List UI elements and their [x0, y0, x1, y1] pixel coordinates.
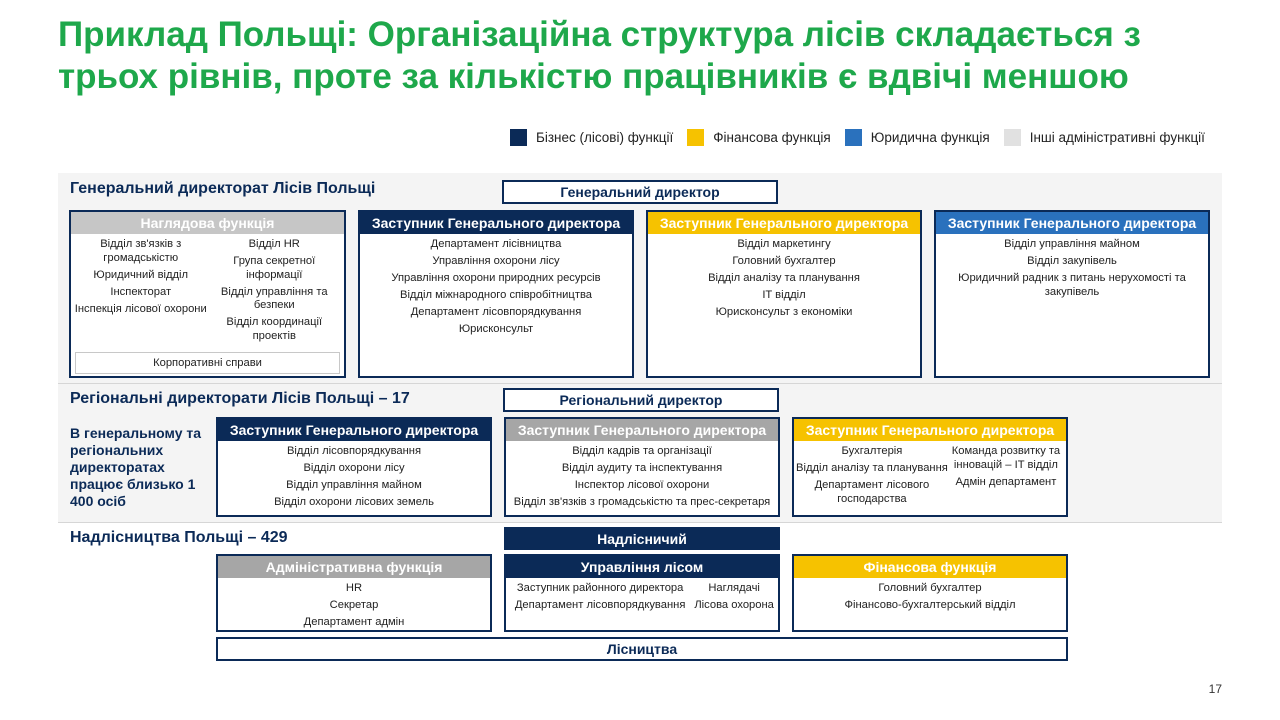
supervisory-function-box [69, 210, 346, 378]
box-header: Фінансова функція [794, 556, 1066, 578]
list-item: Головний бухгалтер [732, 254, 836, 267]
list-item: Департамент лісовпорядкування [410, 305, 582, 318]
general-director-box: Генеральний директор [502, 180, 778, 204]
list-item: Департамент лісового господарства [814, 478, 930, 505]
list-item: Юридичний радник з питань нерухомості та закупівель [958, 271, 1186, 298]
divider [58, 522, 1222, 523]
level2-label: Регіональні директорати Лісів Польщі – 17 [70, 390, 410, 407]
list-item: Відділ охорони лісових земель [274, 495, 434, 508]
list-item: Відділ міжнародного співробітництва [399, 288, 593, 301]
list-item: Відділ координації проектів [226, 316, 323, 342]
list-item: IT відділ [762, 288, 806, 301]
list-item: Юрисконсульт з економіки [715, 305, 853, 318]
list-item: Управління охорони лісу [432, 254, 560, 267]
list-item: Фінансово-бухгалтерський відділ [844, 598, 1016, 611]
list-item: Відділ зв'язків з громадськістю [100, 238, 182, 264]
list-item: Відділ аналізу та планування [796, 461, 948, 474]
list-item: HR [345, 582, 363, 594]
legend-label: Бізнес (лісові) функції [536, 129, 674, 145]
legend-swatch-yellow [687, 129, 704, 146]
list-item: Департамент лісівництва [430, 238, 562, 250]
list-item: Відділ кадрів та організації [572, 445, 712, 457]
box-header: Наглядова функція [71, 212, 344, 234]
list-item: Лісова охорона [694, 598, 774, 611]
list-item: Інспекторат [110, 285, 172, 298]
list-item: Юрисконсульт [458, 322, 534, 335]
list-item: Відділ маркетингу [737, 238, 831, 250]
list-item: Відділ аналізу та планування [708, 271, 860, 284]
list-item: Відділ управління майном [286, 478, 422, 491]
list-item: Заступник районного директора [516, 582, 684, 594]
list-item: Департамент лісовпорядкування [514, 598, 686, 611]
regional-deputy-admin-box [504, 417, 780, 517]
list-item: Головний бухгалтер [878, 582, 982, 594]
legend-item-business [510, 129, 673, 146]
page-number: 17 [1208, 682, 1222, 696]
list-item: Відділ зв'язків з громадськістю та прес-секретаря [513, 495, 771, 508]
list-item: Відділ аудиту та інспектування [561, 461, 723, 474]
legend-item-other [1004, 129, 1205, 146]
list-item: Управління охорони природних ресурсів [391, 271, 601, 284]
list-item: Секретар [329, 598, 379, 611]
level1-label: Генеральний директорат Лісів Польщі [70, 180, 376, 197]
deputy-director-legal-box [934, 210, 1210, 378]
forest-district-head-box: Надлісничий [504, 527, 780, 550]
box-header: Заступник Генерального директора [218, 419, 490, 441]
list-item: Юридичний відділ [93, 268, 189, 281]
level3-label: Надлісництва Польщі – 429 [70, 529, 288, 546]
forestries-box: Лісництва [216, 637, 1068, 661]
list-item: Відділ HR [248, 238, 300, 250]
regional-director-box: Регіональний директор [503, 388, 779, 412]
corporate-affairs-box: Корпоративні справи [75, 352, 340, 374]
list-item: Відділ управління та безпеки [220, 285, 328, 312]
legend-swatch-navy [510, 129, 527, 146]
list-item: Відділ закупівель [1027, 254, 1117, 267]
box-header: Управління лісом [506, 556, 778, 578]
box-header: Заступник Генерального директора [360, 212, 632, 234]
legend-swatch-gray [1004, 129, 1021, 146]
list-item: Відділ лісовпорядкування [286, 445, 422, 457]
list-item: Відділ охорони лісу [303, 461, 405, 474]
legend-label: Юридична функція [870, 129, 990, 145]
list-item: Наглядачі [708, 582, 760, 594]
box-header: Адміністративна функція [218, 556, 490, 578]
box-header: Заступник Генерального директора [936, 212, 1208, 234]
box-header: Заступник Генерального директора [794, 419, 1066, 441]
list-item: Команда розвитку та інновацій – IT відділ [951, 445, 1061, 471]
list-item: Департамент адмін [303, 615, 405, 628]
list-item: Група секретної інформації [233, 254, 316, 281]
forest-management-box [504, 554, 780, 632]
list-item: Інспекція лісової охорони [74, 302, 207, 315]
legend-label: Інші адміністративні функції [1029, 129, 1205, 145]
legend-item-finance [687, 129, 830, 146]
box-header: Заступник Генерального директора [648, 212, 920, 234]
admin-function-box [216, 554, 492, 632]
deputy-director-finance-box [646, 210, 922, 378]
regional-deputy-finance-box [792, 417, 1068, 517]
list-item: Відділ управління майном [1004, 238, 1140, 250]
regional-deputy-forestry-box [216, 417, 492, 517]
legend-swatch-blue [845, 129, 862, 146]
list-item: Бухгалтерія [841, 445, 903, 457]
finance-function-box [792, 554, 1068, 632]
list-item: Адмін департамент [955, 475, 1057, 488]
deputy-director-forestry-box [358, 210, 634, 378]
legend-label: Фінансова функція [713, 129, 831, 145]
legend [510, 127, 1205, 147]
box-header: Заступник Генерального директора [506, 419, 778, 441]
page-title: Приклад Польщі: Організаційна структура лісів складається з трьох рівнів, проте за кількістю працівників є вдвічі меншою [58, 15, 1141, 96]
staff-note: В генеральному та регіональних директоратах працює близько 1 400 осіб [70, 425, 202, 509]
legend-item-legal [845, 129, 990, 146]
list-item: Інспектор лісової охорони [574, 478, 710, 491]
